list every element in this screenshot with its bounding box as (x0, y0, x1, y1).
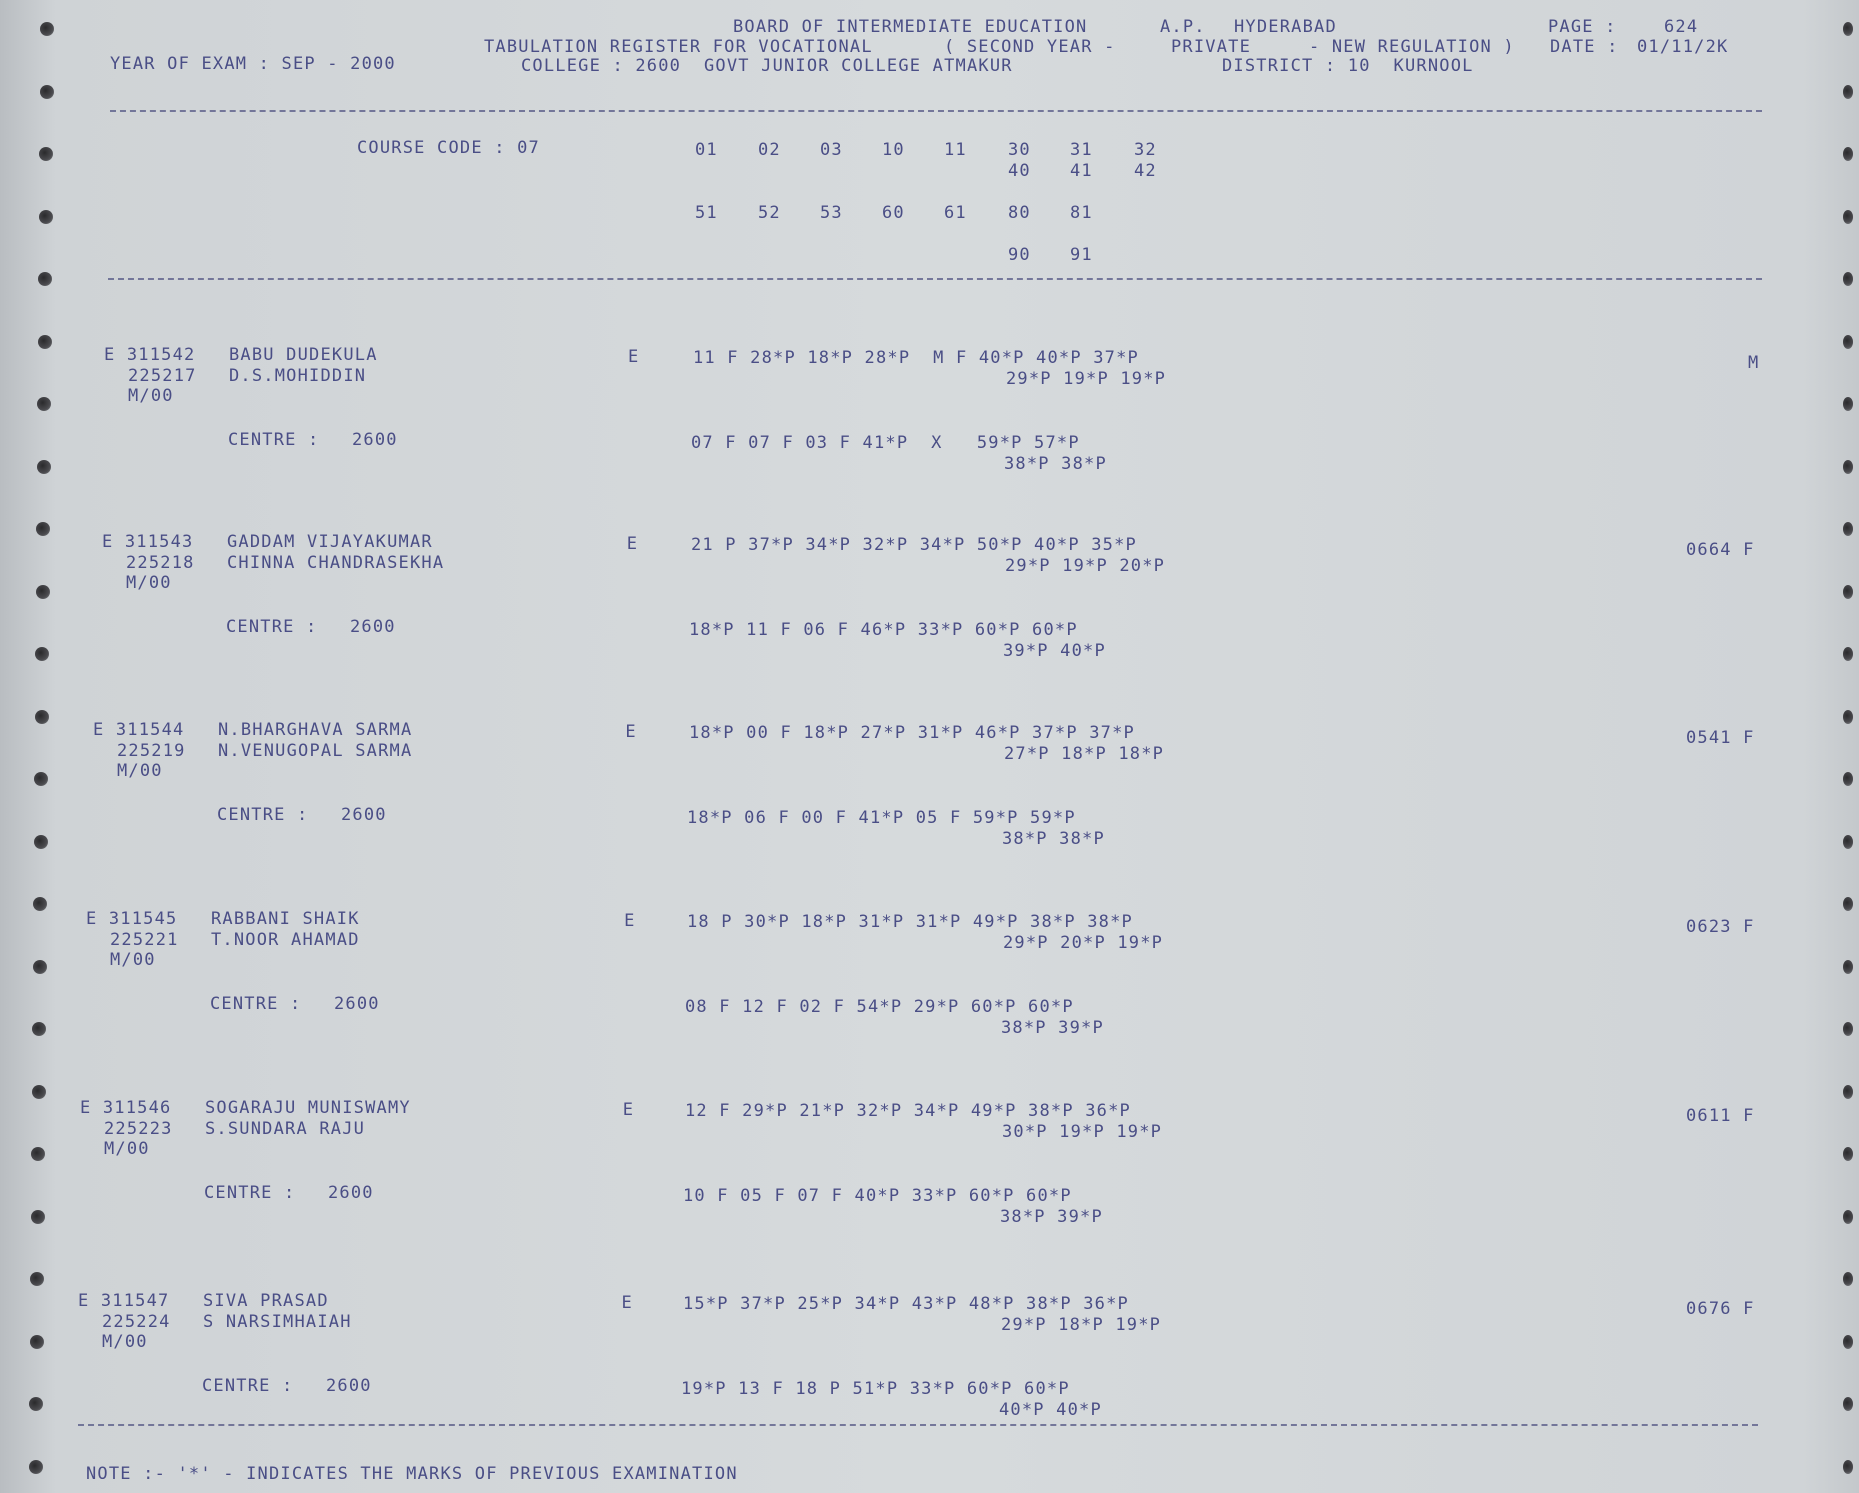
tractor-hole (40, 85, 54, 99)
parent-name: N.VENUGOPAL SARMA (218, 741, 413, 761)
marks-row-2: 08 F 12 F 02 F 54*P 29*P 60*P 60*P (685, 997, 1074, 1017)
medium-code: E (624, 911, 636, 931)
marks-row-2: 07 F 07 F 03 F 41*P X 59*P 57*P (691, 433, 1080, 453)
subject-code: 11 (944, 140, 967, 160)
tractor-hole (1843, 335, 1853, 349)
tractor-hole (1843, 1460, 1853, 1474)
parent-name: D.S.MOHIDDIN (229, 366, 367, 386)
medium-code: E (626, 534, 639, 554)
course-code: COURSE CODE : 07 (357, 138, 540, 158)
subject-code: 91 (1070, 245, 1093, 265)
subject-code: 40 (1008, 161, 1031, 181)
tractor-hole (32, 1022, 46, 1036)
tractor-hole (30, 1272, 44, 1286)
subject-code: 41 (1070, 161, 1093, 181)
exam-year: YEAR OF EXAM : SEP - 2000 (110, 54, 396, 74)
medium-code: E (621, 1293, 633, 1313)
category-code: M/00 (126, 573, 172, 593)
marks-row-1: 12 F 29*P 21*P 32*P 34*P 49*P 38*P 36*P (685, 1101, 1131, 1121)
tractor-hole (1843, 710, 1853, 724)
marks-row-1b: 29*P 19*P 19*P (1006, 369, 1167, 389)
marks-row-1b: 27*P 18*P 18*P (1004, 744, 1165, 764)
category-code: M/00 (102, 1332, 148, 1352)
subject-code: 10 (882, 140, 905, 160)
tractor-hole (1843, 147, 1853, 161)
student-name: GADDAM VIJAYAKUMAR (227, 532, 433, 552)
tractor-hole (1843, 85, 1853, 99)
tractor-hole (31, 1210, 45, 1224)
centre-code: 2600 (328, 1183, 374, 1203)
tractor-hole (1843, 1147, 1853, 1161)
marks-row-2b: 38*P 38*P (1002, 829, 1105, 849)
tractor-hole (1843, 960, 1853, 974)
city-name: HYDERABAD (1234, 17, 1337, 37)
centre-label: CENTRE : (228, 430, 320, 450)
regulation: - NEW REGULATION ) (1309, 37, 1515, 57)
parent-name: S.SUNDARA RAJU (205, 1119, 366, 1139)
tractor-hole (1843, 1210, 1853, 1224)
tractor-hole (39, 210, 53, 224)
tractor-hole (35, 647, 49, 661)
tractor-hole (36, 585, 50, 599)
result-total: 0676 F (1686, 1299, 1755, 1319)
registration-number: 225219 (117, 741, 186, 761)
hall-ticket-number: E 311547 (78, 1291, 170, 1311)
centre-label: CENTRE : (217, 805, 309, 825)
date-label: DATE : (1550, 37, 1619, 57)
tractor-hole (36, 522, 50, 536)
result-total: 0664 F (1686, 540, 1755, 560)
medium-code: E (622, 1100, 635, 1120)
tractor-hole (35, 710, 49, 724)
centre-code: 2600 (352, 430, 398, 450)
marks-row-2b: 38*P 38*P (1004, 454, 1107, 474)
college-name: COLLEGE : 2600 GOVT JUNIOR COLLEGE ATMAKUR (521, 56, 1013, 76)
student-name: SIVA PRASAD (203, 1291, 329, 1311)
page-number: 624 (1664, 17, 1699, 37)
marks-row-2: 10 F 05 F 07 F 40*P 33*P 60*P 60*P (683, 1186, 1072, 1206)
subject-code: 42 (1134, 161, 1157, 181)
tractor-hole (37, 397, 51, 411)
register-title: TABULATION REGISTER FOR VOCATIONAL (484, 37, 873, 57)
marks-row-1b: 29*P 20*P 19*P (1003, 933, 1164, 953)
subject-code: 60 (882, 203, 905, 223)
marks-row-2b: 40*P 40*P (999, 1400, 1102, 1420)
category-code: M/00 (110, 950, 156, 970)
subject-code: 31 (1070, 140, 1093, 160)
subject-code: 61 (944, 203, 967, 223)
student-name: N.BHARGHAVA SARMA (218, 720, 413, 740)
marks-row-1: 15*P 37*P 25*P 34*P 43*P 48*P 38*P 36*P (683, 1294, 1129, 1314)
course-divider (108, 278, 1762, 280)
centre-label: CENTRE : (226, 617, 318, 637)
board-name: BOARD OF INTERMEDIATE EDUCATION (733, 17, 1088, 37)
marks-row-2b: 38*P 39*P (1001, 1018, 1104, 1038)
registration-number: 225224 (102, 1312, 171, 1332)
marks-row-2: 19*P 13 F 18 P 51*P 33*P 60*P 60*P (681, 1379, 1070, 1399)
tractor-hole (40, 22, 54, 36)
subject-code: 32 (1134, 140, 1157, 160)
tractor-hole (29, 1397, 43, 1411)
result-total: M (1748, 353, 1760, 373)
tractor-hole (1843, 897, 1853, 911)
district-name: DISTRICT : 10 KURNOOL (1222, 56, 1474, 76)
marks-row-2: 18*P 11 F 06 F 46*P 33*P 60*P 60*P (689, 620, 1078, 640)
state-code: A.P. (1160, 17, 1206, 37)
marks-row-1: 18 P 30*P 18*P 31*P 31*P 49*P 38*P 38*P (687, 912, 1133, 932)
marks-row-1b: 30*P 19*P 19*P (1002, 1122, 1163, 1142)
tractor-hole (1843, 1085, 1853, 1099)
parent-name: S NARSIMHAIAH (203, 1312, 352, 1332)
marks-row-1: 18*P 00 F 18*P 27*P 31*P 46*P 37*P 37*P (689, 723, 1135, 743)
medium-code: E (625, 722, 637, 742)
tractor-hole (1843, 647, 1853, 661)
tractor-hole (38, 272, 52, 286)
tractor-hole (33, 960, 47, 974)
subject-code: 81 (1070, 203, 1093, 223)
student-name: BABU DUDEKULA (229, 345, 378, 365)
tractor-hole (1843, 835, 1853, 849)
student-name: SOGARAJU MUNISWAMY (205, 1098, 411, 1118)
marks-row-2b: 39*P 40*P (1003, 641, 1106, 661)
subject-code: 03 (820, 140, 843, 160)
centre-code: 2600 (341, 805, 387, 825)
tractor-hole (1843, 272, 1853, 286)
result-total: 0541 F (1686, 728, 1755, 748)
tractor-hole (31, 1147, 45, 1161)
registration-number: 225223 (104, 1119, 173, 1139)
hall-ticket-number: E 311546 (80, 1098, 172, 1118)
centre-code: 2600 (334, 994, 380, 1014)
hall-ticket-number: E 311545 (86, 909, 178, 929)
subject-code: 02 (758, 140, 781, 160)
year-spec: ( SECOND YEAR - (944, 37, 1116, 57)
parent-name: CHINNA CHANDRASEKHA (227, 553, 445, 573)
tractor-hole (29, 1460, 43, 1474)
marks-row-2b: 38*P 39*P (1000, 1207, 1103, 1227)
subject-code: 52 (758, 203, 781, 223)
marks-row-1b: 29*P 19*P 20*P (1005, 556, 1166, 576)
tractor-hole (1843, 22, 1853, 36)
print-date: 01/11/2K (1637, 37, 1729, 57)
subject-code: 90 (1008, 245, 1031, 265)
subject-code: 80 (1008, 203, 1031, 223)
tractor-hole (1843, 522, 1853, 536)
tractor-hole (30, 1335, 44, 1349)
tractor-hole (37, 460, 51, 474)
subject-code: 30 (1008, 140, 1031, 160)
registration-number: 225218 (126, 553, 195, 573)
result-total: 0623 F (1686, 917, 1755, 937)
tractor-hole (34, 772, 48, 786)
tractor-hole (1843, 460, 1853, 474)
student-name: RABBANI SHAIK (211, 909, 360, 929)
tractor-hole (1843, 1397, 1853, 1411)
centre-label: CENTRE : (202, 1376, 294, 1396)
registration-number: 225217 (128, 366, 197, 386)
category-code: M/00 (117, 761, 163, 781)
footer-note: NOTE :- '*' - INDICATES THE MARKS OF PREVIOUS EXAMINATION (86, 1464, 738, 1484)
tractor-hole (33, 897, 47, 911)
subject-code: 01 (695, 140, 718, 160)
tractor-hole (38, 335, 52, 349)
tractor-hole (34, 835, 48, 849)
hall-ticket-number: E 311542 (104, 345, 196, 365)
centre-code: 2600 (326, 1376, 372, 1396)
marks-row-1: 11 F 28*P 18*P 28*P M F 40*P 40*P 37*P (693, 348, 1139, 368)
header-divider (110, 110, 1762, 112)
left-tractor-holes (10, 0, 40, 1493)
tractor-hole (1843, 1272, 1853, 1286)
centre-code: 2600 (350, 617, 396, 637)
hall-ticket-number: E 311543 (102, 532, 194, 552)
tractor-hole (39, 147, 53, 161)
subject-code: 53 (820, 203, 843, 223)
page-label: PAGE : (1548, 17, 1617, 37)
registration-number: 225221 (110, 930, 179, 950)
footer-divider (78, 1424, 1758, 1426)
category-code: M/00 (104, 1139, 150, 1159)
centre-label: CENTRE : (210, 994, 302, 1014)
subject-code: 51 (695, 203, 718, 223)
result-total: 0611 F (1686, 1106, 1755, 1126)
tractor-hole (1843, 1022, 1853, 1036)
hall-ticket-number: E 311544 (93, 720, 185, 740)
tractor-hole (1843, 210, 1853, 224)
centre-label: CENTRE : (204, 1183, 296, 1203)
marks-row-1: 21 P 37*P 34*P 32*P 34*P 50*P 40*P 35*P (691, 535, 1137, 555)
tractor-hole (1843, 1335, 1853, 1349)
tractor-hole (1843, 585, 1853, 599)
parent-name: T.NOOR AHAMAD (211, 930, 360, 950)
tractor-hole (32, 1085, 46, 1099)
category-code: M/00 (128, 386, 174, 406)
tractor-hole (1843, 772, 1853, 786)
medium-code: E (628, 347, 640, 367)
candidate-type: PRIVATE (1171, 37, 1252, 57)
marks-row-2: 18*P 06 F 00 F 41*P 05 F 59*P 59*P (687, 808, 1076, 828)
right-tractor-holes (1829, 0, 1859, 1493)
marks-row-1b: 29*P 18*P 19*P (1001, 1315, 1162, 1335)
tractor-hole (1843, 397, 1853, 411)
